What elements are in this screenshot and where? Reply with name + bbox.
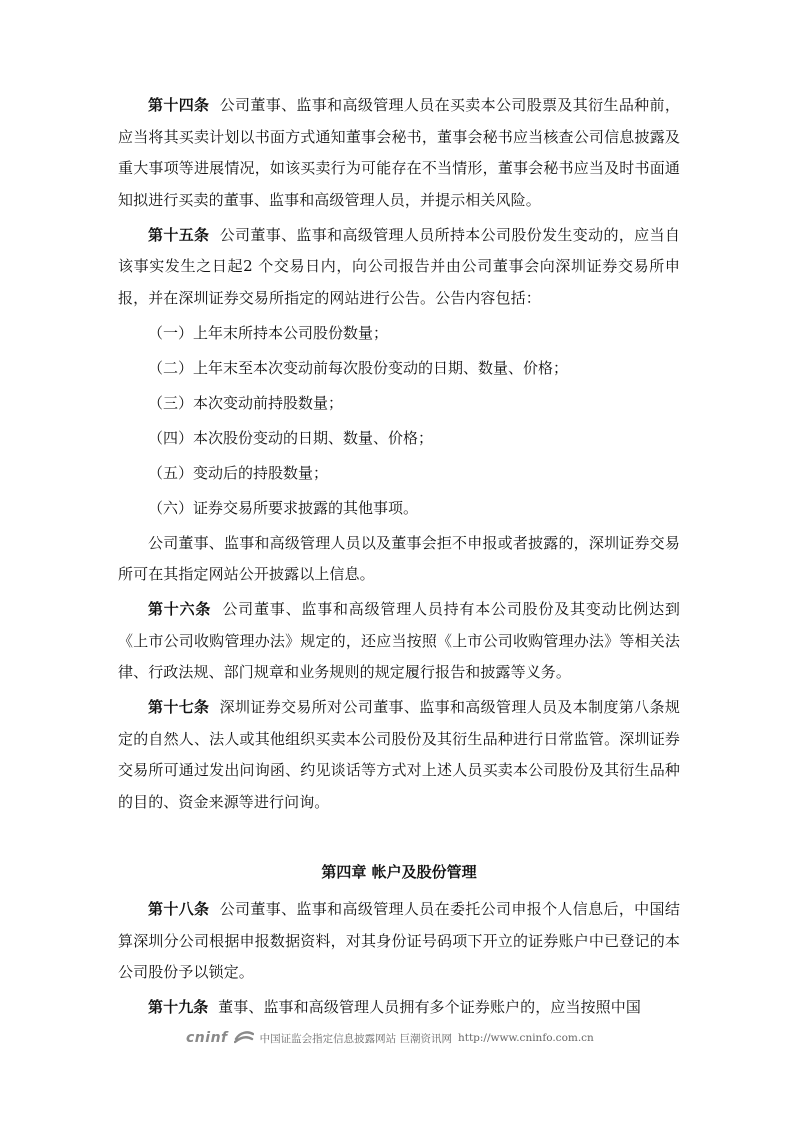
article-label: 第十六条 bbox=[148, 600, 212, 618]
list-item: （二）上年末至本次变动前每次股份变动的日期、数量、价格； bbox=[148, 358, 569, 377]
article-label: 第十九条 bbox=[148, 998, 209, 1016]
article-18 bbox=[118, 894, 680, 989]
article-19 bbox=[118, 992, 680, 1024]
article-text: 公司董事、监事和高级管理人员持有本公司股份及其变动比例达到《上市公司收购管理办法》规定的，还应当按照《上市公司收购管理办法》等相关法律、行政法规、部门规章和业务规则的规定履行报告和披露等义务。 bbox=[118, 600, 680, 681]
article-14 bbox=[118, 90, 680, 216]
footer-url: http://www.cninfo.com.cn bbox=[457, 1032, 594, 1044]
article-label: 第十四条 bbox=[148, 96, 210, 114]
article-15-followup: 公司董事、监事和高级管理人员以及董事会拒不申报或者披露的，深圳证券交易所可在其指定网站公开披露以上信息。 bbox=[118, 533, 680, 583]
article-15 bbox=[118, 220, 680, 315]
list-item: （一）上年末所持本公司股份数量； bbox=[148, 323, 389, 342]
page-footer bbox=[186, 1027, 606, 1049]
article-label: 第十八条 bbox=[148, 900, 210, 918]
article-label: 第十五条 bbox=[148, 225, 210, 244]
article-text: 公司董事、监事和高级管理人员在委托公司申报个人信息后，中国结算深圳分公司根据申报数据资料，对其身份证号码项下开立的证券账户中已登记的本公司股份予以锁定。 bbox=[118, 900, 680, 981]
list-item: （五）变动后的持股数量； bbox=[148, 463, 329, 482]
cninfo-swoosh-icon bbox=[234, 1030, 254, 1047]
article-text: 公司董事、监事和高级管理人员在买卖本公司股票及其衍生品种前，应当将其买卖计划以书面方式通知董事会秘书，董事会秘书应当核查公司信息披露及重大事项等进展情况，如该买卖行为可能存在不当情形，董事会秘书应当及时书面通知拟进行买卖的董事、监事和高级管理人员，并提示相关风险。 bbox=[118, 96, 680, 209]
article-text: 董事、监事和高级管理人员拥有多个证券账户的，应当按照中国 bbox=[218, 998, 641, 1016]
article-text: 深圳证券交易所对公司董事、监事和高级管理人员及本制度第八条规定的自然人、法人或其他组织买卖本公司股份及其衍生品种进行日常监管。深圳证券交易所可通过发出问询函、约见谈话等方式对上述人员买卖本公司股份及其衍生品种的目的、资金来源等进行问询。 bbox=[118, 698, 680, 811]
chapter-heading: 第四章 帐户及股份管理 bbox=[321, 863, 477, 881]
list-item: （三）本次变动前持股数量； bbox=[148, 393, 344, 412]
footer-caption: 中国证监会指定信息披露网站 巨潮资讯网 bbox=[259, 1032, 452, 1045]
article-16 bbox=[118, 594, 680, 689]
article-text: 公司董事、监事和高级管理人员所持本公司股份发生变动的，应当自该事实发生之日起2 个交易日内，向公司报告并由公司董事会向深圳证券交易所申报，并在深圳证券交易所指定的网站进行公告。公告内容包括： bbox=[118, 225, 680, 307]
cninfo-logo-text: cninf bbox=[186, 1030, 228, 1046]
article-17 bbox=[118, 692, 680, 818]
list-item: （六）证券交易所要求披露的其他事项。 bbox=[148, 498, 419, 517]
list-item: （四）本次股份变动的日期、数量、价格； bbox=[148, 428, 434, 447]
article-label: 第十七条 bbox=[148, 698, 210, 716]
document-body bbox=[118, 90, 680, 1024]
